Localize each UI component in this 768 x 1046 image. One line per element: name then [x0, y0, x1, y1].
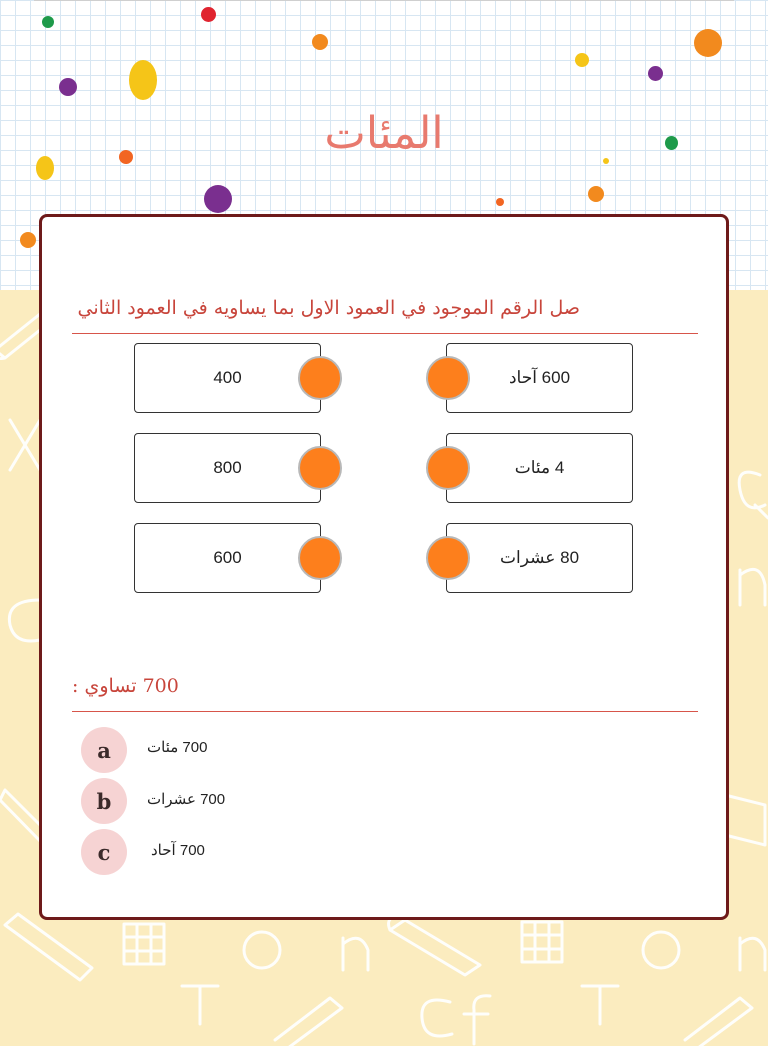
paint-splat-decoration: [129, 60, 157, 100]
match-left-box: [134, 523, 321, 593]
match-connector-dot-left[interactable]: [298, 356, 342, 400]
letter-doodle-icon: [410, 990, 460, 1046]
option-letter: c: [97, 839, 111, 865]
paint-splat-decoration: [694, 29, 722, 57]
option-letter: a: [97, 737, 111, 763]
circle-doodle-icon: [238, 926, 286, 974]
pencil-doodle-icon: [0, 910, 95, 990]
circle-doodle-icon: [637, 926, 685, 974]
paint-splat-decoration: [204, 185, 232, 213]
letter-doodle-icon: [735, 930, 768, 974]
paint-splat-decoration: [496, 198, 504, 206]
paint-splat-decoration: [20, 232, 36, 248]
paint-splat-decoration: [588, 186, 604, 202]
match-right-label: 4 مئات: [514, 458, 565, 477]
pencil-doodle-icon: [385, 910, 485, 980]
paint-splat-decoration: [575, 53, 589, 67]
match-left-label: 800: [213, 458, 242, 477]
match-right-label: 80 عشرات: [499, 548, 580, 567]
letter-doodle-icon: [735, 560, 768, 610]
match-connector-dot-right[interactable]: [426, 536, 470, 580]
paint-splat-decoration: [59, 78, 77, 96]
section-divider: [72, 333, 698, 334]
option-a-text[interactable]: 700 مئات: [147, 739, 208, 756]
letter-doodle-icon: [338, 930, 374, 974]
page-title: المئات: [324, 108, 444, 159]
paint-splat-decoration: [648, 66, 663, 81]
option-c-badge[interactable]: [81, 829, 127, 875]
match-left-box: [134, 433, 321, 503]
option-a-badge[interactable]: [81, 727, 127, 773]
match-left-box: [134, 343, 321, 413]
pencil-doodle-icon: [270, 990, 350, 1046]
match-right-label: 600 آحاد: [508, 368, 571, 387]
paint-splat-decoration: [201, 7, 216, 22]
option-letter: b: [96, 788, 112, 814]
match-connector-dot-left[interactable]: [298, 446, 342, 490]
section-divider: [72, 711, 698, 712]
match-connector-dot-right[interactable]: [426, 356, 470, 400]
top-divider: [34, 0, 734, 1]
cube-doodle-icon: [120, 920, 168, 968]
worksheet-card: [39, 214, 729, 920]
match-right-box: [446, 343, 633, 413]
letter-doodle-icon: [178, 978, 222, 1028]
paint-splat-decoration: [36, 156, 54, 180]
matching-instruction: صل الرقم الموجود في العمود الاول بما يساويه في العمود الثاني: [77, 297, 580, 319]
match-right-box: [446, 523, 633, 593]
match-left-label: 600: [213, 548, 242, 567]
cube-doodle-icon: [518, 918, 566, 966]
match-left-label: 400: [213, 368, 242, 387]
mcq-question: 700 تساوي :: [72, 675, 179, 697]
paint-splat-decoration: [42, 16, 54, 28]
letter-doodle-icon: [730, 460, 768, 520]
pencil-doodle-icon: [680, 990, 760, 1046]
option-c-text[interactable]: 700 آحاد: [151, 842, 205, 859]
match-connector-dot-left[interactable]: [298, 536, 342, 580]
option-b-text[interactable]: 700 عشرات: [147, 791, 226, 808]
letter-doodle-icon: [460, 990, 500, 1046]
option-b-badge[interactable]: [81, 778, 127, 824]
paint-splat-decoration: [312, 34, 328, 50]
match-connector-dot-right[interactable]: [426, 446, 470, 490]
match-right-box: [446, 433, 633, 503]
letter-doodle-icon: [578, 978, 622, 1028]
